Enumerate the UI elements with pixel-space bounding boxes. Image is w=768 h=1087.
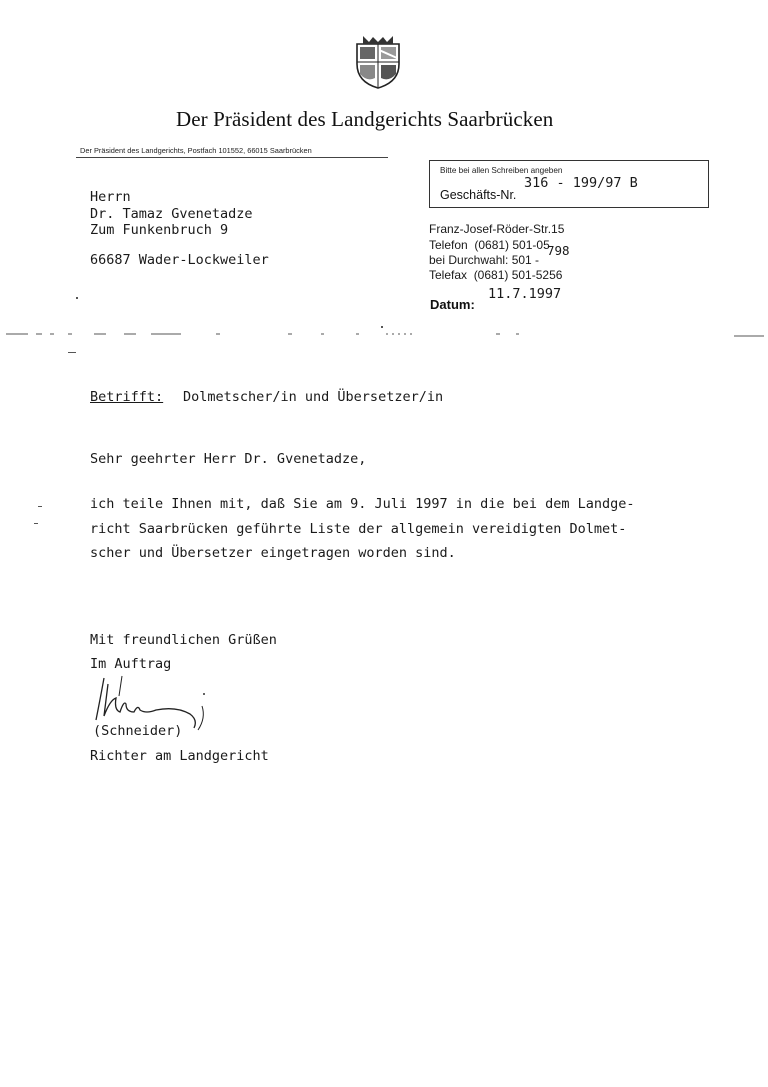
speck: [34, 523, 38, 524]
letterhead-title: Der Präsident des Landgerichts Saarbrücken: [176, 107, 554, 131]
closing-phrase: Mit freundlichen Grüßen: [90, 632, 277, 648]
contact-telefon-extension: 798: [547, 243, 570, 258]
letter-date: 11.7.1997: [488, 286, 562, 302]
recipient-street: Zum Funkenbruch 9: [90, 222, 229, 238]
body-line: ich teile Ihnen mit, daß Sie am 9. Juli 1997 in die bei dem Landge-: [90, 496, 635, 512]
sender-divider: [76, 157, 388, 158]
contact-durchwahl: bei Durchwahl: 501 -: [429, 253, 540, 267]
contact-street: Franz-Josef-Röder-Str.15: [429, 222, 565, 236]
reference-label: Geschäfts-Nr.: [440, 188, 517, 202]
subject-label: Betrifft:: [90, 389, 164, 405]
subject-text: Dolmetscher/in und Übersetzer/in: [183, 389, 444, 405]
recipient-city: 66687 Wader-Lockweiler: [90, 252, 269, 268]
recipient-name: Dr. Tamaz Gvenetadze: [90, 206, 253, 222]
sender-return-address: Der Präsident des Landgerichts, Postfach 101552, 66015 Saarbrücken: [80, 146, 312, 155]
fold-mark-line: [6, 327, 766, 341]
reference-number: 316 - 199/97 B: [524, 175, 638, 191]
speck: [68, 352, 76, 353]
im-auftrag: Im Auftrag: [90, 656, 172, 672]
recipient-salutation: Herrn: [90, 189, 131, 205]
coat-of-arms-icon: [355, 34, 401, 90]
body-line: richt Saarbrücken geführte Liste der allgemein vereidigten Dolmet-: [90, 521, 627, 537]
contact-telefax: Telefax (0681) 501-5256: [429, 268, 563, 282]
body-line: scher und Übersetzer eingetragen worden sind.: [90, 545, 456, 561]
speck: [38, 506, 42, 507]
speck: [76, 297, 78, 299]
signer-name: (Schneider): [93, 723, 183, 739]
speck: [381, 326, 383, 328]
salutation: Sehr geehrter Herr Dr. Gvenetadze,: [90, 451, 367, 467]
reference-hint: Bitte bei allen Schreiben angeben: [440, 166, 563, 175]
signer-title: Richter am Landgericht: [90, 748, 269, 764]
date-label: Datum:: [430, 297, 475, 312]
contact-telefon: Telefon (0681) 501-05: [429, 238, 550, 252]
